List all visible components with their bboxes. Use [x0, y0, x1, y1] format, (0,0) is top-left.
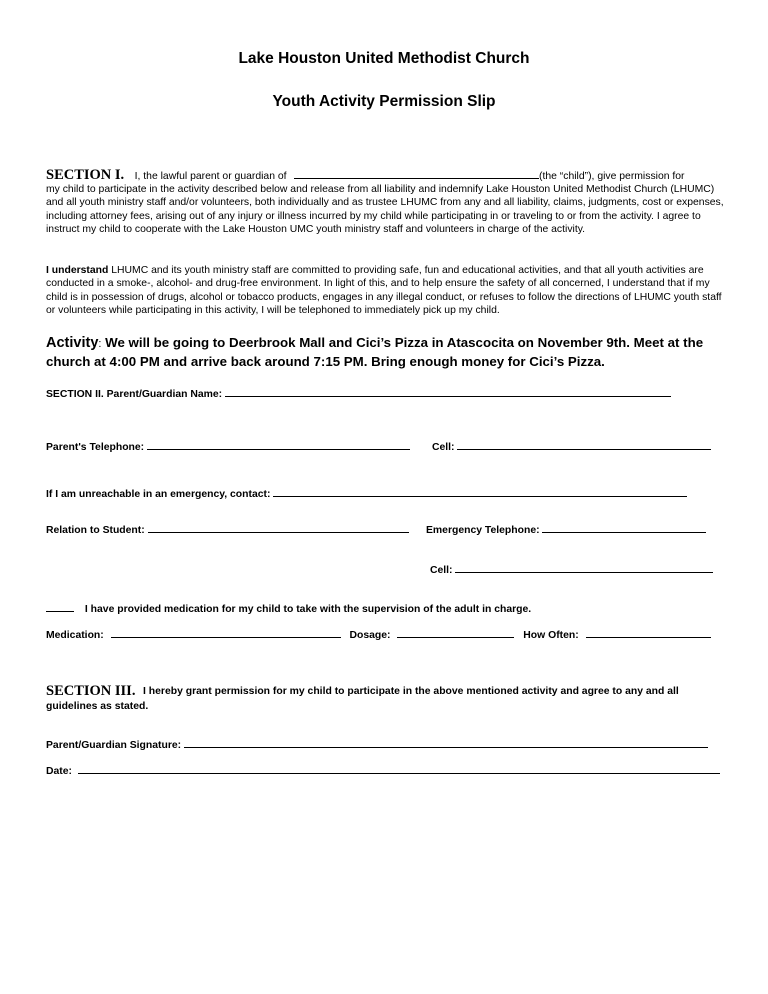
emergency-contact-label: If I am unreachable in an emergency, contact:: [46, 489, 271, 500]
activity-paragraph: [46, 334, 736, 370]
medication-statement-row: [46, 602, 531, 615]
activity-label: Activity: [46, 335, 99, 351]
understand-lead: I understand: [46, 265, 109, 276]
medication-label: Medication:: [46, 630, 104, 641]
parent-name-label: SECTION II. Parent/Guardian Name:: [46, 389, 223, 400]
section1-intro: I, the lawful parent or guardian of: [134, 171, 287, 182]
parent-phone-label: Parent's Telephone:: [46, 442, 145, 453]
form-title: Youth Activity Permission Slip: [272, 93, 496, 110]
relation-field[interactable]: [148, 523, 409, 533]
signature-row: [46, 738, 708, 751]
parent-cell-field[interactable]: [457, 440, 711, 450]
child-name-field[interactable]: [294, 168, 539, 179]
date-label: Date:: [46, 766, 72, 777]
emergency-phone-label: Emergency Telephone:: [426, 525, 540, 536]
relation-row: [46, 523, 409, 536]
medication-field[interactable]: [111, 628, 341, 638]
activity-text: We will be going to Deerbrook Mall and Cici’s Pizza in Atascocita on November 9th. Meet at the church at 4:00 PM and arrive back around 7:15 PM. Bring enough money for Cici’s Pizza.: [46, 335, 704, 369]
parent-name-field[interactable]: [225, 387, 671, 397]
dosage-label: Dosage:: [349, 630, 391, 641]
section1-heading: SECTION I.: [46, 167, 125, 183]
activity-separator: :: [98, 338, 102, 350]
emergency-phone-row: [426, 523, 706, 536]
emergency-phone-field[interactable]: [542, 523, 706, 533]
section3-heading-dot: .: [131, 683, 136, 699]
date-row: [46, 764, 720, 777]
section1-line1: [46, 166, 685, 184]
emergency-contact-field[interactable]: [273, 487, 687, 497]
section1-tail: (the “child”), give permission for: [539, 171, 685, 182]
medication-row: [46, 628, 711, 641]
parent-phone-row: [46, 440, 410, 453]
section3-heading: SECTION III: [46, 683, 132, 699]
emergency-contact-row: [46, 487, 687, 500]
understand-body: LHUMC and its youth ministry staff are committed to providing safe, fun and educational activities, and that all youth activities are conducted in a smoke-, alcohol- and drug-free environment. In light of this, and to help ensure the safety of all concerned, I understand that if my child is in possession of drugs, alcohol or tobacco products, engages in any illegal conduct, or refuses to follow the directions of LHUMC youth staff or volunteers while participating in this activity, I will be telephoned to immediately pick up my child.: [46, 265, 722, 316]
section3-statement: I hereby grant permission for my child to participate in the above mentioned activity and agree to any and all guidelines as stated.: [46, 686, 679, 712]
dosage-field[interactable]: [397, 628, 514, 638]
emergency-cell-field[interactable]: [455, 563, 713, 573]
how-often-field[interactable]: [586, 628, 711, 638]
understand-paragraph: [46, 264, 726, 317]
relation-label: Relation to Student:: [46, 525, 145, 536]
date-field[interactable]: [78, 764, 720, 774]
parent-name-row: [46, 387, 671, 400]
org-title: Lake Houston United Methodist Church: [238, 50, 530, 67]
emergency-cell-row: [430, 563, 713, 576]
how-often-label: How Often:: [523, 630, 579, 641]
signature-label: Parent/Guardian Signature:: [46, 740, 182, 751]
emergency-cell-label: Cell:: [430, 565, 453, 576]
cell-label: Cell:: [432, 442, 455, 453]
signature-field[interactable]: [184, 738, 708, 748]
section1-body: my child to participate in the activity described below and release from all liability and indemnify Lake Houston United Methodist Church (LHUMC) and all youth ministry staff and/or volunteers, both individually and as trustee LHUMC from any and all liability, claims, judgments, cost or expenses, including attorney fees, arising out of any injury or illness incurred by my child while participating in or traveling to or from the activity. I agree to instruct my child to cooperate with the Lake Houston UMC youth ministry staff and volunteers in charge of the activity.: [46, 184, 724, 235]
parent-phone-field[interactable]: [147, 440, 410, 450]
medication-statement: I have provided medication for my child to take with the supervision of the adult in charge.: [84, 604, 532, 615]
medication-checkbox-line[interactable]: [46, 602, 74, 612]
parent-cell-row: [432, 440, 711, 453]
